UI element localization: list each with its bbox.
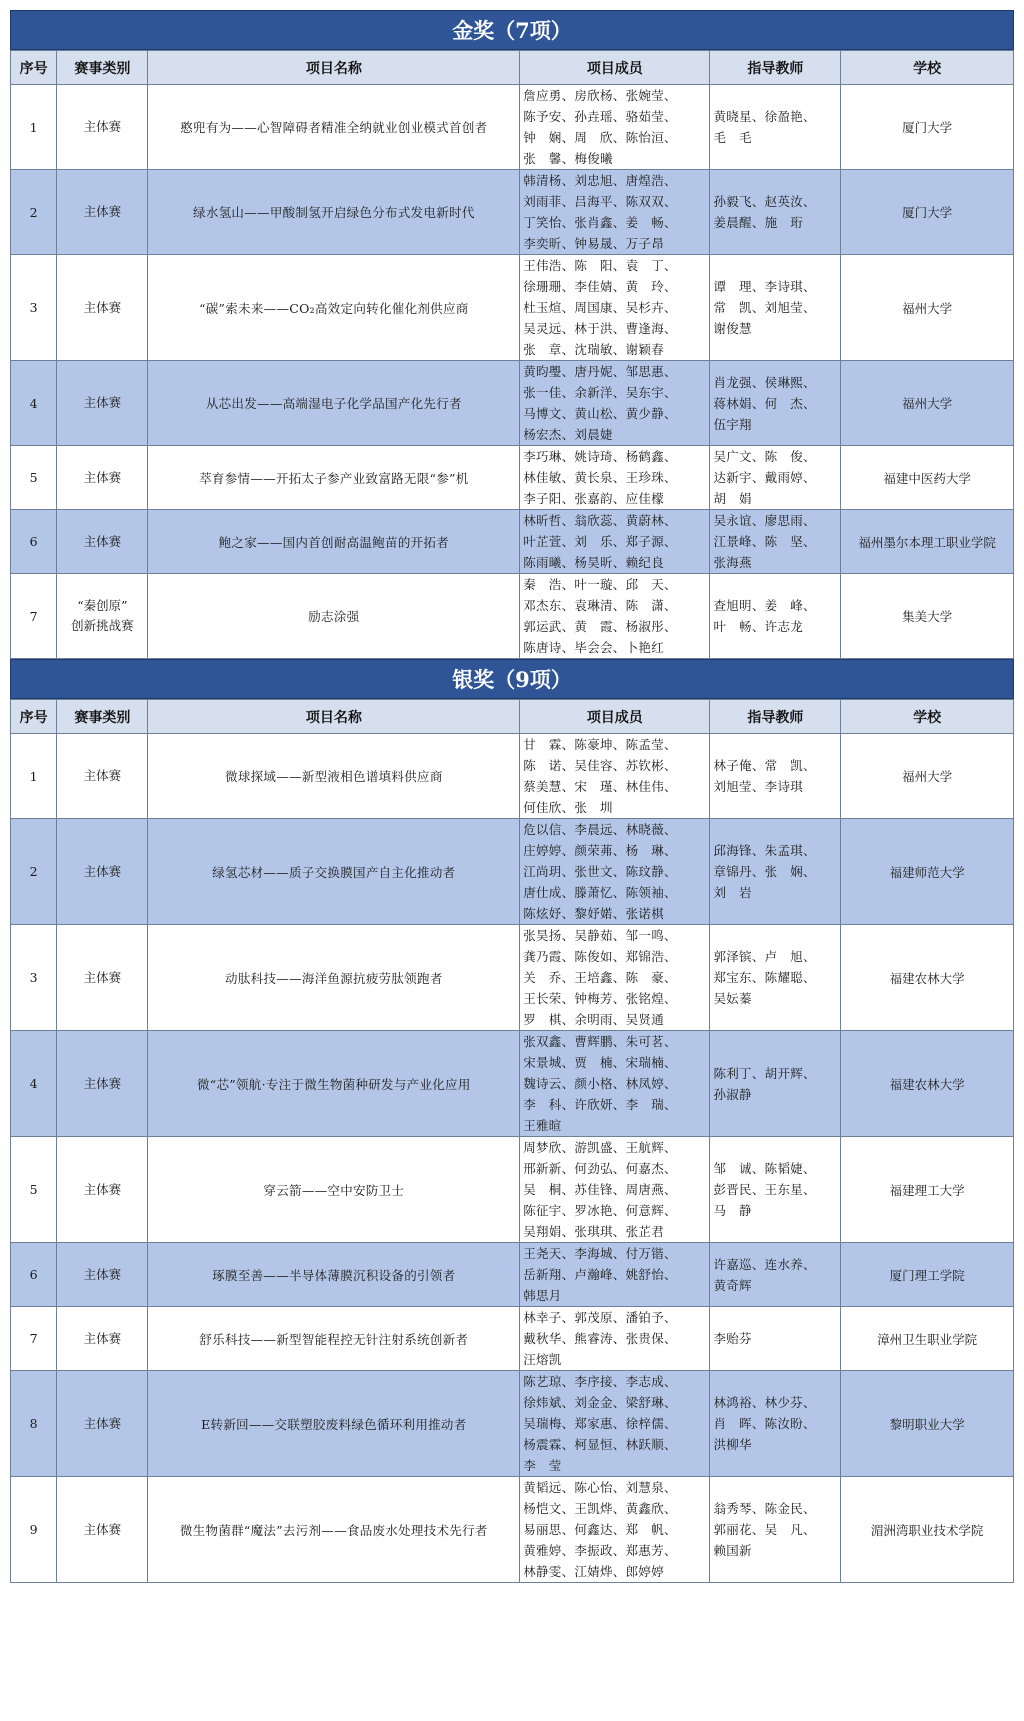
row-number: 2 bbox=[11, 170, 57, 255]
table-row bbox=[11, 1031, 1014, 1137]
teacher-line: 孙毅飞、赵英汝、 bbox=[713, 194, 816, 209]
project-members bbox=[520, 1031, 710, 1137]
member-line: 杨宏杰、刘晨婕 bbox=[523, 427, 613, 442]
project-members bbox=[520, 925, 710, 1031]
teacher-line: 马 静 bbox=[713, 1203, 752, 1218]
event-category-line: 主体赛 bbox=[83, 969, 122, 985]
member-line: 罗 棋、余明雨、吴贤通 bbox=[523, 1012, 664, 1027]
teacher-line: 伍宇翔 bbox=[713, 416, 752, 432]
member-line: 陈炫妤、黎妤婼、张诺棋 bbox=[523, 906, 664, 921]
table-header-row bbox=[11, 700, 1014, 734]
project-name: 舒乐科技——新型智能程控无针注射系统创新者 bbox=[148, 1307, 520, 1371]
member-line: 易丽思、何鑫达、郑 帆、 bbox=[523, 1522, 677, 1537]
event-category bbox=[57, 1137, 148, 1243]
member-line: 黄昀璺、唐丹妮、邹思惠、 bbox=[523, 364, 677, 379]
silver-award-table bbox=[10, 699, 1014, 1583]
event-category bbox=[57, 510, 148, 574]
row-number: 6 bbox=[11, 1243, 57, 1307]
teacher-line: 彭晋民、王东星、 bbox=[713, 1182, 816, 1197]
project-members bbox=[520, 361, 710, 446]
member-line: 詹应勇、房欣杨、张婉莹、 bbox=[523, 88, 677, 103]
project-members bbox=[520, 446, 710, 510]
advisor-teachers bbox=[710, 1307, 841, 1371]
event-category bbox=[57, 446, 148, 510]
member-line: 黄韬远、陈心怡、刘慧泉、 bbox=[523, 1480, 677, 1495]
member-line: 岳新翔、卢瀚峰、姚舒怡、 bbox=[523, 1267, 677, 1282]
teacher-line: 肖 晖、陈汝盼、 bbox=[713, 1416, 816, 1431]
member-line: 王伟浩、陈 阳、袁 丁、 bbox=[523, 258, 677, 273]
table-row bbox=[11, 255, 1014, 361]
project-members bbox=[520, 85, 710, 170]
member-line: 黄雅婷、李振政、郑惠芳、 bbox=[523, 1543, 677, 1558]
member-line: 林昕哲、翁欣蕊、黄蔚林、 bbox=[523, 513, 677, 528]
member-line: 汪熔凯 bbox=[523, 1352, 562, 1367]
advisor-teachers bbox=[710, 361, 841, 446]
advisor-teachers bbox=[710, 1031, 841, 1137]
project-name: 绿氢芯材——质子交换膜国产自主化推动者 bbox=[148, 819, 520, 925]
member-line: 邢新新、何劲弘、何嘉杰、 bbox=[523, 1161, 677, 1176]
table-row bbox=[11, 925, 1014, 1031]
member-line: 丁笑怡、张肖鑫、姜 畅、 bbox=[523, 215, 677, 230]
member-line: 李奕昕、钟易晟、万子昂 bbox=[523, 236, 664, 251]
member-line: 唐仕成、滕萧忆、陈领袖、 bbox=[523, 885, 677, 900]
row-number: 1 bbox=[11, 85, 57, 170]
col-header-project: 项目名称 bbox=[148, 700, 520, 734]
school-name: 厦门大学 bbox=[841, 170, 1014, 255]
row-number: 4 bbox=[11, 1031, 57, 1137]
advisor-teachers bbox=[710, 1137, 841, 1243]
advisor-teachers bbox=[710, 446, 841, 510]
teacher-line: 查旭明、姜 峰、 bbox=[713, 598, 816, 613]
gold-award-title: 金奖（7项） bbox=[10, 10, 1014, 50]
member-line: 龚乃霞、陈俊如、郑锦浩、 bbox=[523, 949, 677, 964]
col-header-school: 学校 bbox=[841, 51, 1014, 85]
teacher-line: 吴广文、陈 俊、 bbox=[713, 449, 816, 464]
gold-award-section bbox=[10, 10, 1014, 659]
table-row bbox=[11, 510, 1014, 574]
project-name: 穿云箭——空中安防卫士 bbox=[148, 1137, 520, 1243]
project-name: 鲍之家——国内首创耐高温鲍苗的开拓者 bbox=[148, 510, 520, 574]
teacher-line: 林子俺、常 凯、 bbox=[713, 758, 816, 773]
col-header-teachers: 指导教师 bbox=[710, 51, 841, 85]
teacher-line: 谢俊慧 bbox=[713, 321, 752, 336]
school-name: 湄洲湾职业技术学院 bbox=[841, 1477, 1014, 1583]
row-number: 7 bbox=[11, 1307, 57, 1371]
table-row bbox=[11, 1137, 1014, 1243]
advisor-teachers bbox=[710, 510, 841, 574]
col-header-category: 赛事类别 bbox=[57, 51, 148, 85]
project-name: 琢膜至善——半导体薄膜沉积设备的引领者 bbox=[148, 1243, 520, 1307]
member-line: 陈雨曦、杨昊昕、赖纪良 bbox=[523, 555, 664, 570]
member-line: 秦 浩、叶一璇、邱 天、 bbox=[523, 577, 677, 592]
member-line: 张 馨、梅俊曦 bbox=[523, 151, 613, 166]
member-line: 马博文、黄山松、黄少静、 bbox=[523, 406, 677, 421]
teacher-line: 邹 诚、陈韬婕、 bbox=[713, 1161, 816, 1176]
project-members bbox=[520, 574, 710, 659]
row-number: 3 bbox=[11, 925, 57, 1031]
project-members bbox=[520, 819, 710, 925]
school-name: 漳州卫生职业学院 bbox=[841, 1307, 1014, 1371]
project-name: 微球探域——新型液相色谱填料供应商 bbox=[148, 734, 520, 819]
row-number: 1 bbox=[11, 734, 57, 819]
event-category-line: 主体赛 bbox=[83, 1415, 122, 1431]
member-line: 叶芷萱、刘 乐、郑子源、 bbox=[523, 534, 677, 549]
row-number: 4 bbox=[11, 361, 57, 446]
advisor-teachers bbox=[710, 574, 841, 659]
advisor-teachers bbox=[710, 170, 841, 255]
event-category-line: 主体赛 bbox=[83, 533, 122, 549]
member-line: 庄婷婷、颜荣茀、杨 琳、 bbox=[523, 843, 677, 858]
school-name: 福建农林大学 bbox=[841, 1031, 1014, 1137]
table-row bbox=[11, 734, 1014, 819]
teacher-line: 江景峰、陈 坚、 bbox=[713, 534, 816, 549]
teacher-line: 常 凯、刘旭莹、 bbox=[713, 300, 816, 315]
project-members bbox=[520, 1243, 710, 1307]
teacher-line: 达新宇、戴雨婷、 bbox=[713, 470, 816, 485]
member-line: 张昊扬、吴静茹、邹一鸣、 bbox=[523, 928, 677, 943]
teacher-line: 吴妘蓁 bbox=[713, 991, 752, 1006]
school-name: 厦门理工学院 bbox=[841, 1243, 1014, 1307]
teacher-line: 刘旭莹、李诗琪 bbox=[713, 779, 804, 794]
project-members bbox=[520, 170, 710, 255]
event-category bbox=[57, 1307, 148, 1371]
event-category-line: 主体赛 bbox=[83, 299, 122, 315]
member-line: 甘 霖、陈豪坤、陈孟莹、 bbox=[523, 737, 677, 752]
table-row bbox=[11, 1243, 1014, 1307]
member-line: 关 乔、王培鑫、陈 豪、 bbox=[523, 970, 677, 985]
event-category-line: 创新挑战赛 bbox=[71, 618, 134, 633]
project-members bbox=[520, 1371, 710, 1477]
teacher-line: 洪柳华 bbox=[713, 1437, 752, 1452]
advisor-teachers bbox=[710, 1477, 841, 1583]
col-header-project: 项目名称 bbox=[148, 51, 520, 85]
project-name: 绿水氢山——甲酸制氢开启绿色分布式发电新时代 bbox=[148, 170, 520, 255]
school-name: 福建农林大学 bbox=[841, 925, 1014, 1031]
event-category bbox=[57, 1243, 148, 1307]
member-line: 杨震霖、柯显恒、林跃顺、 bbox=[523, 1437, 677, 1452]
event-category bbox=[57, 361, 148, 446]
teacher-line: 张海燕 bbox=[713, 555, 752, 570]
school-name: 福建理工大学 bbox=[841, 1137, 1014, 1243]
event-category bbox=[57, 1477, 148, 1583]
project-members bbox=[520, 1307, 710, 1371]
teacher-line: 黄奇辉 bbox=[713, 1277, 752, 1293]
event-category-line: 主体赛 bbox=[83, 1181, 122, 1197]
teacher-line: 郑宝东、陈耀聪、 bbox=[713, 970, 816, 985]
member-line: 李 科、许欣妍、李 瑞、 bbox=[523, 1097, 677, 1112]
member-line: 李巧琳、姚诗琦、杨鹤鑫、 bbox=[523, 449, 677, 464]
event-category bbox=[57, 170, 148, 255]
member-line: 钟 娴、周 欣、陈怡洹、 bbox=[523, 130, 677, 145]
table-row bbox=[11, 170, 1014, 255]
school-name: 福州大学 bbox=[841, 361, 1014, 446]
member-line: 何佳欣、张 圳 bbox=[523, 800, 613, 815]
member-line: 王雅暄 bbox=[523, 1118, 562, 1133]
advisor-teachers bbox=[710, 819, 841, 925]
table-row bbox=[11, 361, 1014, 446]
member-line: 刘雨菲、吕海平、陈双双、 bbox=[523, 194, 677, 209]
event-category bbox=[57, 255, 148, 361]
row-number: 9 bbox=[11, 1477, 57, 1583]
table-row bbox=[11, 1371, 1014, 1477]
member-line: 江尚玥、张世文、陈玟静、 bbox=[523, 864, 677, 879]
col-header-members: 项目成员 bbox=[520, 700, 710, 734]
teacher-line: 林鸿裕、林少芬、 bbox=[713, 1395, 816, 1410]
member-line: 郭运武、黄 霞、杨淑彤、 bbox=[523, 619, 677, 634]
event-category-line: 主体赛 bbox=[83, 1521, 122, 1537]
col-header-number: 序号 bbox=[11, 51, 57, 85]
school-name: 福州大学 bbox=[841, 734, 1014, 819]
event-category-line: 主体赛 bbox=[83, 204, 122, 219]
teacher-line: 郭泽镔、卢 旭、 bbox=[713, 949, 816, 964]
member-line: 韩思月 bbox=[523, 1288, 562, 1303]
row-number: 2 bbox=[11, 819, 57, 925]
advisor-teachers bbox=[710, 255, 841, 361]
member-line: 陈艺琼、李序接、李志成、 bbox=[523, 1374, 677, 1389]
member-line: 张 章、沈瑞敏、谢颖春 bbox=[523, 342, 664, 357]
event-category bbox=[57, 1031, 148, 1137]
school-name: 黎明职业大学 bbox=[841, 1371, 1014, 1477]
teacher-line: 刘 岩 bbox=[713, 885, 752, 900]
event-category-line: 主体赛 bbox=[83, 1330, 122, 1346]
project-name: 从芯出发——高端湿电子化学品国产化先行者 bbox=[148, 361, 520, 446]
event-category-line: 主体赛 bbox=[83, 1266, 122, 1282]
event-category-line: 主体赛 bbox=[83, 395, 122, 410]
project-name: 憨兜有为——心智障碍者精准全纳就业创业模式首创者 bbox=[148, 85, 520, 170]
member-line: 林静雯、江婧烨、郎婷婷 bbox=[523, 1564, 664, 1579]
teacher-line: 陈利丁、胡开辉、 bbox=[713, 1065, 816, 1081]
col-header-teachers: 指导教师 bbox=[710, 700, 841, 734]
member-line: 宋景城、贾 楠、宋瑞楠、 bbox=[523, 1055, 677, 1070]
teacher-line: 赖国新 bbox=[713, 1543, 752, 1558]
event-category-line: 主体赛 bbox=[83, 1075, 122, 1091]
project-name: “碳”索未来——CO₂高效定向转化催化剂供应商 bbox=[148, 255, 520, 361]
teacher-line: 黄晓星、徐盈艳、 bbox=[713, 109, 816, 124]
project-name: 励志涂强 bbox=[148, 574, 520, 659]
member-line: 韩清杨、刘忠旭、唐煌浩、 bbox=[523, 173, 677, 188]
event-category bbox=[57, 574, 148, 659]
member-line: 张一佳、余新洋、吴东宇、 bbox=[523, 385, 677, 400]
event-category-line: 主体赛 bbox=[83, 119, 122, 134]
member-line: 陈唐诗、毕会会、卜艳红 bbox=[523, 640, 664, 655]
school-name: 福州大学 bbox=[841, 255, 1014, 361]
event-category-line: 主体赛 bbox=[83, 863, 122, 879]
col-header-school: 学校 bbox=[841, 700, 1014, 734]
event-category-line: “秦创原” bbox=[77, 598, 128, 613]
teacher-line: 肖龙强、侯琳熙、 bbox=[713, 374, 816, 390]
silver-award-section bbox=[10, 659, 1014, 1583]
project-name: E转新回——交联塑胶废料绿色循环利用推动者 bbox=[148, 1371, 520, 1477]
member-line: 魏诗云、颜小格、林凤婷、 bbox=[523, 1076, 677, 1091]
teacher-line: 翁秀琴、陈金民、 bbox=[713, 1501, 816, 1516]
silver-award-title: 银奖（9项） bbox=[10, 659, 1014, 699]
teacher-line: 毛 毛 bbox=[713, 130, 752, 145]
row-number: 3 bbox=[11, 255, 57, 361]
project-members bbox=[520, 1477, 710, 1583]
member-line: 林佳敏、黄长泉、王珍珠、 bbox=[523, 470, 677, 485]
member-line: 王长荣、钟梅芳、张铭煌、 bbox=[523, 991, 677, 1006]
member-line: 蔡美慧、宋 瑾、林佳伟、 bbox=[523, 779, 677, 794]
project-members bbox=[520, 734, 710, 819]
table-row bbox=[11, 819, 1014, 925]
row-number: 5 bbox=[11, 1137, 57, 1243]
teacher-line: 谭 理、李诗琪、 bbox=[713, 279, 816, 294]
event-category bbox=[57, 925, 148, 1031]
teacher-line: 孙淑静 bbox=[713, 1086, 752, 1102]
col-header-category: 赛事类别 bbox=[57, 700, 148, 734]
advisor-teachers bbox=[710, 925, 841, 1031]
member-line: 王尧天、李海城、付万锴、 bbox=[523, 1246, 677, 1261]
member-line: 吴灵远、林于洪、曹逢海、 bbox=[523, 321, 677, 336]
member-line: 陈予安、孙垚瑶、骆茹莹、 bbox=[523, 109, 677, 124]
event-category bbox=[57, 819, 148, 925]
project-name: 萃育参情——开拓太子参产业致富路无限“参”机 bbox=[148, 446, 520, 510]
event-category bbox=[57, 734, 148, 819]
col-header-members: 项目成员 bbox=[520, 51, 710, 85]
teacher-line: 叶 畅、许志龙 bbox=[713, 619, 804, 634]
member-line: 李 莹 bbox=[523, 1458, 562, 1473]
table-row bbox=[11, 574, 1014, 659]
member-line: 陈征宇、罗冰艳、何意辉、 bbox=[523, 1203, 677, 1218]
member-line: 吴翔娟、张琪琪、张芷君 bbox=[523, 1224, 664, 1239]
row-number: 8 bbox=[11, 1371, 57, 1477]
event-category-line: 主体赛 bbox=[83, 469, 122, 485]
school-name: 福建中医药大学 bbox=[841, 446, 1014, 510]
row-number: 5 bbox=[11, 446, 57, 510]
table-row bbox=[11, 1477, 1014, 1583]
member-line: 徐珊珊、李佳婧、黄 玲、 bbox=[523, 279, 677, 294]
event-category bbox=[57, 1371, 148, 1477]
member-line: 陈 诺、吴佳容、苏钦彬、 bbox=[523, 758, 677, 773]
row-number: 7 bbox=[11, 574, 57, 659]
row-number: 6 bbox=[11, 510, 57, 574]
event-category bbox=[57, 85, 148, 170]
school-name: 集美大学 bbox=[841, 574, 1014, 659]
advisor-teachers bbox=[710, 1243, 841, 1307]
table-row bbox=[11, 1307, 1014, 1371]
col-header-number: 序号 bbox=[11, 700, 57, 734]
teacher-line: 胡 娟 bbox=[713, 491, 752, 506]
member-line: 张双鑫、曹辉鹏、朱可茗、 bbox=[523, 1034, 677, 1049]
teacher-line: 李贻芬 bbox=[713, 1331, 752, 1346]
event-category-line: 主体赛 bbox=[83, 768, 122, 783]
teacher-line: 章锦丹、张 娴、 bbox=[713, 864, 816, 879]
teacher-line: 吴永谊、廖思雨、 bbox=[713, 513, 816, 528]
teacher-line: 许嘉巡、连水养、 bbox=[713, 1256, 816, 1272]
advisor-teachers bbox=[710, 1371, 841, 1477]
teacher-line: 姜晨醒、施 珩 bbox=[713, 215, 804, 230]
member-line: 杨恺文、王凯烨、黄鑫欣、 bbox=[523, 1501, 677, 1516]
teacher-line: 邱海锋、朱孟琪、 bbox=[713, 843, 816, 858]
member-line: 戴秋华、熊睿涛、张贵保、 bbox=[523, 1331, 677, 1346]
table-row bbox=[11, 85, 1014, 170]
member-line: 危以信、李晨远、林晓薇、 bbox=[523, 822, 677, 837]
advisor-teachers bbox=[710, 85, 841, 170]
project-members bbox=[520, 1137, 710, 1243]
teacher-line: 郭丽花、吴 凡、 bbox=[713, 1522, 816, 1537]
advisor-teachers bbox=[710, 734, 841, 819]
gold-award-table bbox=[10, 50, 1014, 659]
project-name: 微生物菌群“魔法”去污剂——食品废水处理技术先行者 bbox=[148, 1477, 520, 1583]
member-line: 杜玉煊、周国康、吴杉卉、 bbox=[523, 300, 677, 315]
member-line: 林幸子、郭茂原、潘铂予、 bbox=[523, 1310, 677, 1325]
member-line: 吴瑞梅、郑家惠、徐梓儒、 bbox=[523, 1416, 677, 1431]
member-line: 徐炜斌、刘金金、梁舒琳、 bbox=[523, 1395, 677, 1410]
project-members bbox=[520, 510, 710, 574]
project-name: 动肽科技——海洋鱼源抗疲劳肽领跑者 bbox=[148, 925, 520, 1031]
member-line: 李子阳、张嘉韵、应佳檬 bbox=[523, 491, 664, 506]
school-name: 福建师范大学 bbox=[841, 819, 1014, 925]
school-name: 福州墨尔本理工职业学院 bbox=[841, 510, 1014, 574]
project-name: 微“芯”领航·专注于微生物菌种研发与产业化应用 bbox=[148, 1031, 520, 1137]
member-line: 周梦欣、游凯盛、王航辉、 bbox=[523, 1140, 677, 1155]
awards-document bbox=[10, 10, 1014, 1583]
table-row bbox=[11, 446, 1014, 510]
project-members bbox=[520, 255, 710, 361]
table-header-row bbox=[11, 51, 1014, 85]
member-line: 吴 桐、苏佳锋、周唐燕、 bbox=[523, 1182, 677, 1197]
teacher-line: 蒋林娟、何 杰、 bbox=[713, 395, 816, 411]
school-name: 厦门大学 bbox=[841, 85, 1014, 170]
member-line: 邓杰东、袁琳清、陈 潇、 bbox=[523, 598, 677, 613]
